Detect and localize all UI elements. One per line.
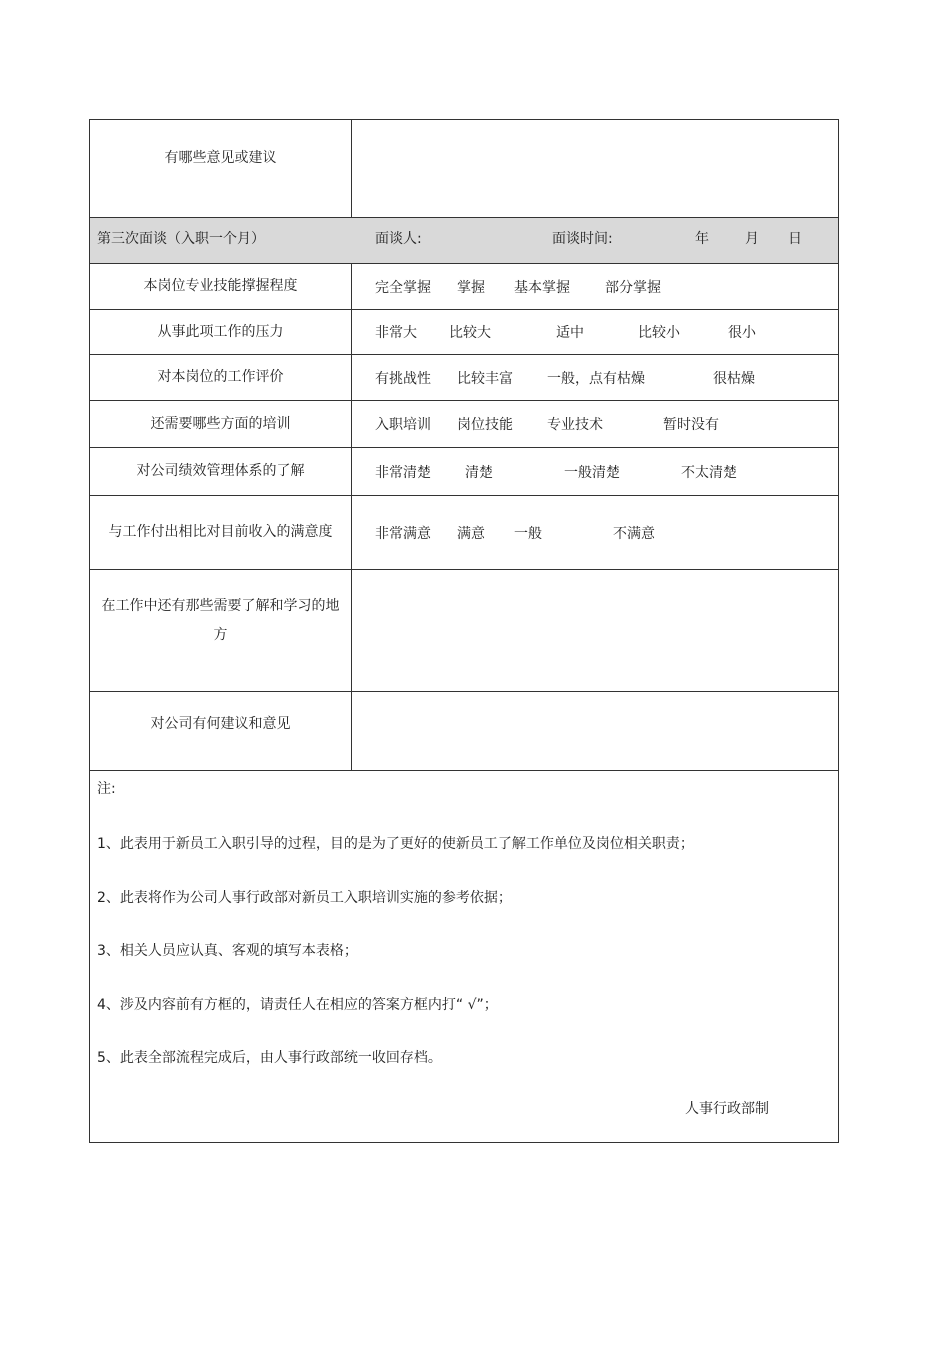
suggestions-answer-area[interactable] — [352, 120, 838, 217]
note-item: 1、此表用于新员工入职引导的过程，目的是为了更好的使新员工了解工作单位及岗位相关职责； — [97, 836, 694, 852]
option[interactable]: 基本掌握 — [514, 279, 570, 296]
interview-form — [89, 119, 839, 1143]
question-row-pressure — [90, 310, 838, 355]
third-interview-title: 第三次面谈（入职一个月） — [97, 231, 265, 247]
question-row-training — [90, 401, 838, 448]
open-question-row-company — [90, 692, 838, 771]
answer-options — [352, 355, 838, 400]
option[interactable]: 适中 — [556, 325, 584, 341]
answer-options — [352, 310, 838, 354]
option[interactable]: 比较丰富 — [457, 370, 513, 387]
option[interactable]: 非常大 — [375, 325, 417, 341]
notes-section — [90, 770, 838, 1142]
month-label: 月 — [745, 231, 759, 247]
option[interactable]: 非常满意 — [375, 525, 431, 542]
question-row-income — [90, 496, 838, 570]
question-label: 对公司有何建议和意见 — [90, 692, 352, 770]
option[interactable]: 比较小 — [638, 325, 680, 341]
note-item: 5、此表全部流程完成后，由人事行政部统一收回存档。 — [97, 1050, 442, 1066]
day-label: 日 — [788, 231, 802, 247]
question-label: 本岗位专业技能撑握程度 — [90, 264, 352, 309]
question-label: 从事此项工作的压力 — [90, 310, 352, 354]
learning-answer-area[interactable] — [352, 570, 838, 691]
option[interactable]: 掌握 — [457, 279, 485, 296]
option[interactable]: 岗位技能 — [457, 417, 513, 433]
year-label: 年 — [695, 231, 709, 247]
suggestions-row — [90, 120, 838, 218]
third-interview-header — [90, 218, 838, 264]
question-label: 与工作付出相比对目前收入的满意度 — [90, 496, 352, 569]
option[interactable]: 一般清楚 — [564, 464, 620, 481]
option[interactable]: 很小 — [728, 325, 756, 341]
answer-options — [352, 264, 838, 309]
open-question-row-learning — [90, 570, 838, 692]
option[interactable]: 很枯燥 — [713, 370, 755, 387]
question-row-performance — [90, 448, 838, 496]
option[interactable]: 部分掌握 — [605, 279, 661, 296]
option[interactable]: 入职培训 — [375, 417, 431, 433]
answer-options — [352, 496, 838, 569]
option[interactable]: 暂时没有 — [663, 417, 719, 433]
option[interactable]: 比较大 — [449, 325, 491, 341]
option[interactable]: 一般，点有枯燥 — [547, 370, 645, 387]
question-row-evaluation — [90, 355, 838, 401]
department-signature: 人事行政部制 — [685, 1101, 769, 1117]
option[interactable]: 不太清楚 — [681, 464, 737, 481]
option[interactable]: 有挑战性 — [375, 370, 431, 387]
question-label: 对公司绩效管理体系的了解 — [90, 448, 352, 495]
interviewer-label: 面谈人: — [375, 231, 422, 247]
notes-heading: 注: — [97, 781, 116, 797]
suggestions-label: 有哪些意见或建议 — [90, 120, 352, 217]
option[interactable]: 不满意 — [613, 525, 655, 542]
option[interactable]: 专业技术 — [547, 417, 603, 433]
option[interactable]: 一般 — [514, 525, 542, 542]
note-item: 3、相关人员应认真、客观的填写本表格； — [97, 943, 358, 959]
interview-time-label: 面谈时间: — [552, 231, 613, 247]
question-label: 对本岗位的工作评价 — [90, 355, 352, 400]
option[interactable]: 非常清楚 — [375, 464, 431, 481]
answer-options — [352, 401, 838, 447]
question-label: 在工作中还有那些需要了解和学习的地方 — [90, 570, 352, 691]
option[interactable]: 清楚 — [465, 464, 493, 481]
question-row-skill — [90, 264, 838, 310]
option[interactable]: 满意 — [457, 525, 485, 542]
note-item: 4、涉及内容前有方框的，请责任人在相应的答案方框内打“ √”； — [97, 997, 498, 1013]
note-item: 2、此表将作为公司人事行政部对新员工入职培训实施的参考依据； — [97, 890, 512, 906]
company-suggestion-answer-area[interactable] — [352, 692, 838, 770]
question-label: 还需要哪些方面的培训 — [90, 401, 352, 447]
answer-options — [352, 448, 838, 495]
option[interactable]: 完全掌握 — [375, 279, 431, 296]
